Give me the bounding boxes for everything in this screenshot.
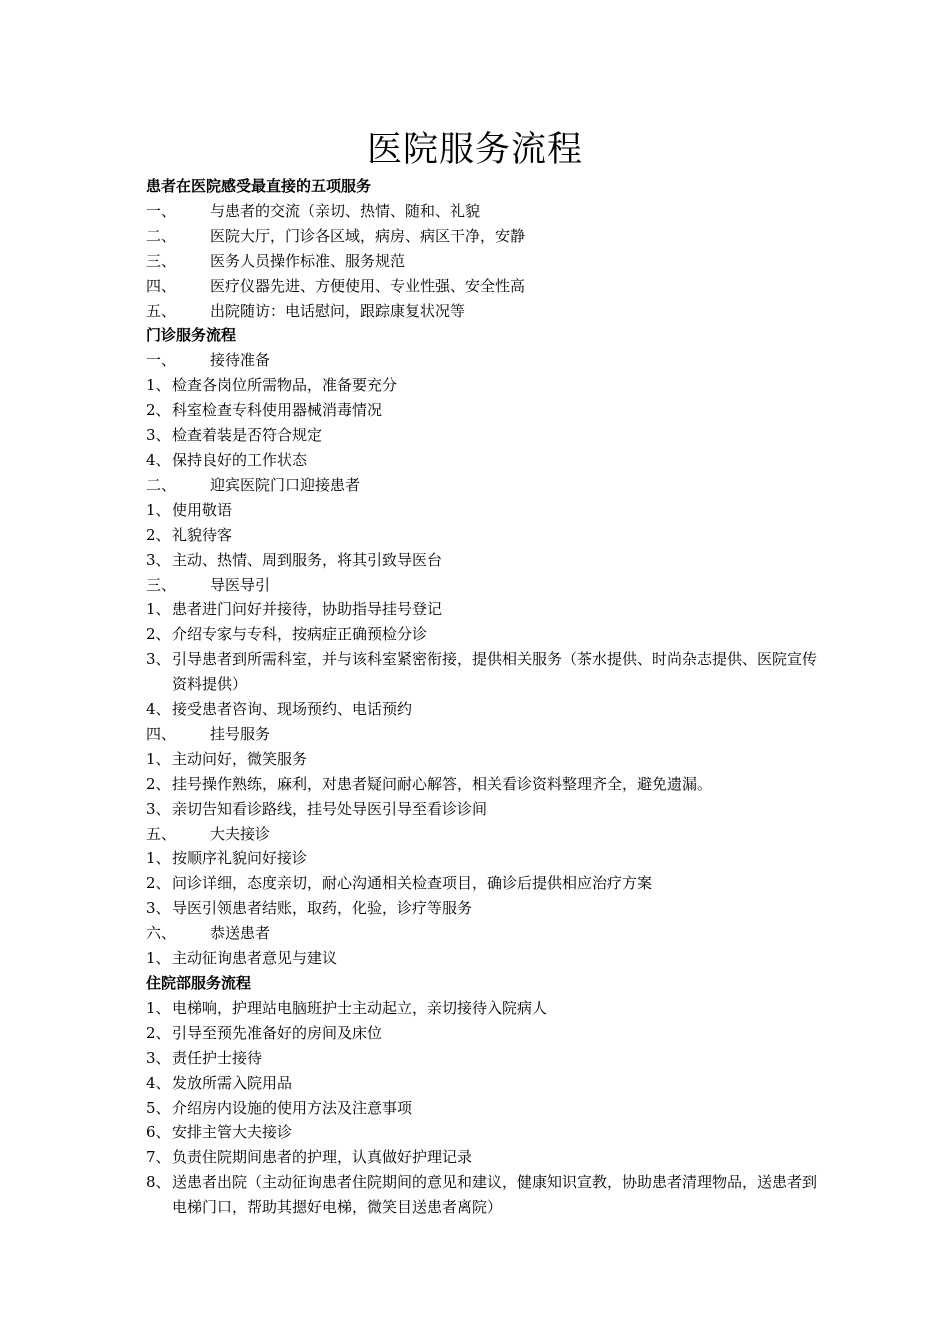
list-item	[146, 697, 826, 722]
item-number: 6、	[146, 1123, 171, 1142]
heading-text: 医务人员操作标准、服务规范	[210, 251, 406, 270]
list-item	[146, 772, 826, 797]
item-number: 3、	[146, 799, 171, 818]
heading-text: 医院大厅，门诊各区域，病房、病区干净，安静	[210, 226, 526, 245]
heading-text: 挂号服务	[210, 724, 271, 743]
item-number: 1、	[146, 376, 171, 395]
item-number: 4、	[146, 450, 171, 469]
item-number: 3、	[146, 1048, 171, 1067]
heading-number: 二、	[146, 226, 177, 245]
list-item	[146, 398, 826, 423]
item-text: 检查各岗位所需物品，准备要充分	[172, 376, 398, 395]
heading-number: 四、	[146, 724, 177, 743]
list-item	[146, 896, 826, 921]
item-number: 2、	[146, 874, 171, 893]
numbered-heading	[146, 921, 826, 946]
item-text: 检查着装是否符合规定	[172, 426, 323, 445]
numbered-heading	[146, 224, 826, 249]
list-item	[146, 747, 826, 772]
item-text: 介绍房内设施的使用方法及注意事项	[172, 1098, 413, 1117]
section-heading: 患者在医院感受最直接的五项服务	[146, 177, 372, 195]
heading-number: 三、	[146, 251, 177, 270]
item-text: 主动问好，微笑服务	[172, 749, 308, 768]
item-number: 1、	[146, 949, 171, 968]
list-item	[146, 1170, 826, 1220]
numbered-heading	[146, 722, 826, 747]
heading-number: 二、	[146, 475, 177, 494]
list-item	[146, 647, 826, 697]
document-title: 医院服务流程	[366, 130, 583, 170]
item-number: 7、	[146, 1148, 171, 1167]
numbered-heading	[146, 199, 826, 224]
list-item	[146, 597, 826, 622]
item-number: 4、	[146, 700, 171, 719]
item-text: 保持良好的工作状态	[172, 450, 308, 469]
heading-text: 出院随访：电话慰问，跟踪康复状况等	[210, 301, 466, 320]
item-text: 主动征询患者意见与建议	[172, 949, 338, 968]
item-number: 1、	[146, 849, 171, 868]
item-text: 引导至预先准备好的房间及床位	[172, 1023, 383, 1042]
heading-text: 迎宾医院门口迎接患者	[210, 475, 361, 494]
item-number: 1、	[146, 998, 171, 1017]
item-text: 送患者出院（主动征询患者住院期间的意见和建议，健康知识宣教，协助患者清理物品，送患者到电梯门口，帮助其摁好电梯，微笑目送患者离院）	[172, 1173, 818, 1217]
heading-text: 大夫接诊	[210, 824, 271, 843]
numbered-heading	[146, 348, 826, 373]
section-heading: 住院部服务流程	[146, 974, 252, 992]
list-item	[146, 797, 826, 822]
item-text: 礼貌待客	[172, 525, 233, 544]
heading-text: 导医导引	[210, 575, 271, 594]
section-heading: 门诊服务流程	[146, 326, 237, 345]
item-number: 1、	[146, 749, 171, 768]
item-text: 问诊详细，态度亲切，耐心沟通相关检查项目，确诊后提供相应治疗方案	[172, 874, 653, 893]
item-text: 责任护士接待	[172, 1048, 263, 1067]
item-number: 2、	[146, 1023, 171, 1042]
item-text: 接受患者咨询、现场预约、电话预约	[172, 700, 413, 719]
item-text: 挂号操作熟练，麻利，对患者疑问耐心解答，相关看诊资料整理齐全，避免遗漏。	[172, 774, 713, 793]
item-text: 发放所需入院用品	[172, 1073, 293, 1092]
heading-number: 三、	[146, 575, 177, 594]
list-item	[146, 1145, 826, 1170]
item-number: 1、	[146, 500, 171, 519]
item-text: 患者进门问好并接待，协助指导挂号登记	[172, 600, 443, 619]
item-text: 引导患者到所需科室，并与该科室紧密衔接，提供相关服务（茶水提供、时尚杂志提供、医院宣传资料提供）	[172, 650, 818, 694]
heading-number: 四、	[146, 276, 177, 295]
item-number: 2、	[146, 401, 171, 420]
list-item	[146, 1021, 826, 1046]
item-number: 8、	[146, 1173, 171, 1192]
list-item	[146, 448, 826, 473]
numbered-heading	[146, 473, 826, 498]
numbered-heading	[146, 822, 826, 847]
item-text: 安排主管大夫接诊	[172, 1123, 293, 1142]
item-number: 3、	[146, 426, 171, 445]
item-text: 亲切告知看诊路线，挂号处导医引导至看诊诊间	[172, 799, 488, 818]
list-item	[146, 1120, 826, 1145]
heading-text: 恭送患者	[210, 924, 271, 943]
list-item	[146, 1071, 826, 1096]
item-text: 负责住院期间患者的护理，认真做好护理记录	[172, 1148, 473, 1167]
item-text: 电梯响，护理站电脑班护士主动起立，亲切接待入院病人	[172, 998, 548, 1017]
heading-number: 五、	[146, 301, 177, 320]
list-item	[146, 996, 826, 1021]
item-number: 3、	[146, 550, 171, 569]
heading-number: 五、	[146, 824, 177, 843]
list-item	[146, 548, 826, 573]
heading-text: 接待准备	[210, 351, 271, 370]
item-number: 3、	[146, 650, 171, 669]
list-item	[146, 1046, 826, 1071]
item-number: 3、	[146, 899, 171, 918]
item-text: 导医引领患者结账，取药，化验，诊疗等服务	[172, 899, 473, 918]
heading-number: 六、	[146, 924, 177, 943]
list-item	[146, 523, 826, 548]
heading-text: 医疗仪器先进、方便使用、专业性强、安全性高	[210, 276, 526, 295]
numbered-heading	[146, 249, 826, 274]
item-text: 主动、热情、周到服务，将其引致导医台	[172, 550, 443, 569]
item-text: 按顺序礼貌问好接诊	[172, 849, 308, 868]
item-text: 介绍专家与专科，按病症正确预检分诊	[172, 625, 428, 644]
item-number: 5、	[146, 1098, 171, 1117]
numbered-heading	[146, 299, 826, 324]
item-number: 2、	[146, 525, 171, 544]
heading-number: 一、	[146, 201, 177, 220]
list-item	[146, 946, 826, 971]
list-item	[146, 373, 826, 398]
list-item	[146, 498, 826, 523]
item-number: 2、	[146, 625, 171, 644]
list-item	[146, 871, 826, 896]
list-item	[146, 846, 826, 871]
list-item	[146, 423, 826, 448]
item-number: 2、	[146, 774, 171, 793]
heading-number: 一、	[146, 351, 177, 370]
item-number: 1、	[146, 600, 171, 619]
heading-text: 与患者的交流（亲切、热情、随和、礼貌	[210, 201, 481, 220]
numbered-heading	[146, 573, 826, 598]
document-body	[146, 174, 826, 1220]
numbered-heading	[146, 274, 826, 299]
item-number: 4、	[146, 1073, 171, 1092]
list-item	[146, 1096, 826, 1121]
item-text: 科室检查专科使用器械消毒情况	[172, 401, 383, 420]
list-item	[146, 622, 826, 647]
item-text: 使用敬语	[172, 500, 233, 519]
